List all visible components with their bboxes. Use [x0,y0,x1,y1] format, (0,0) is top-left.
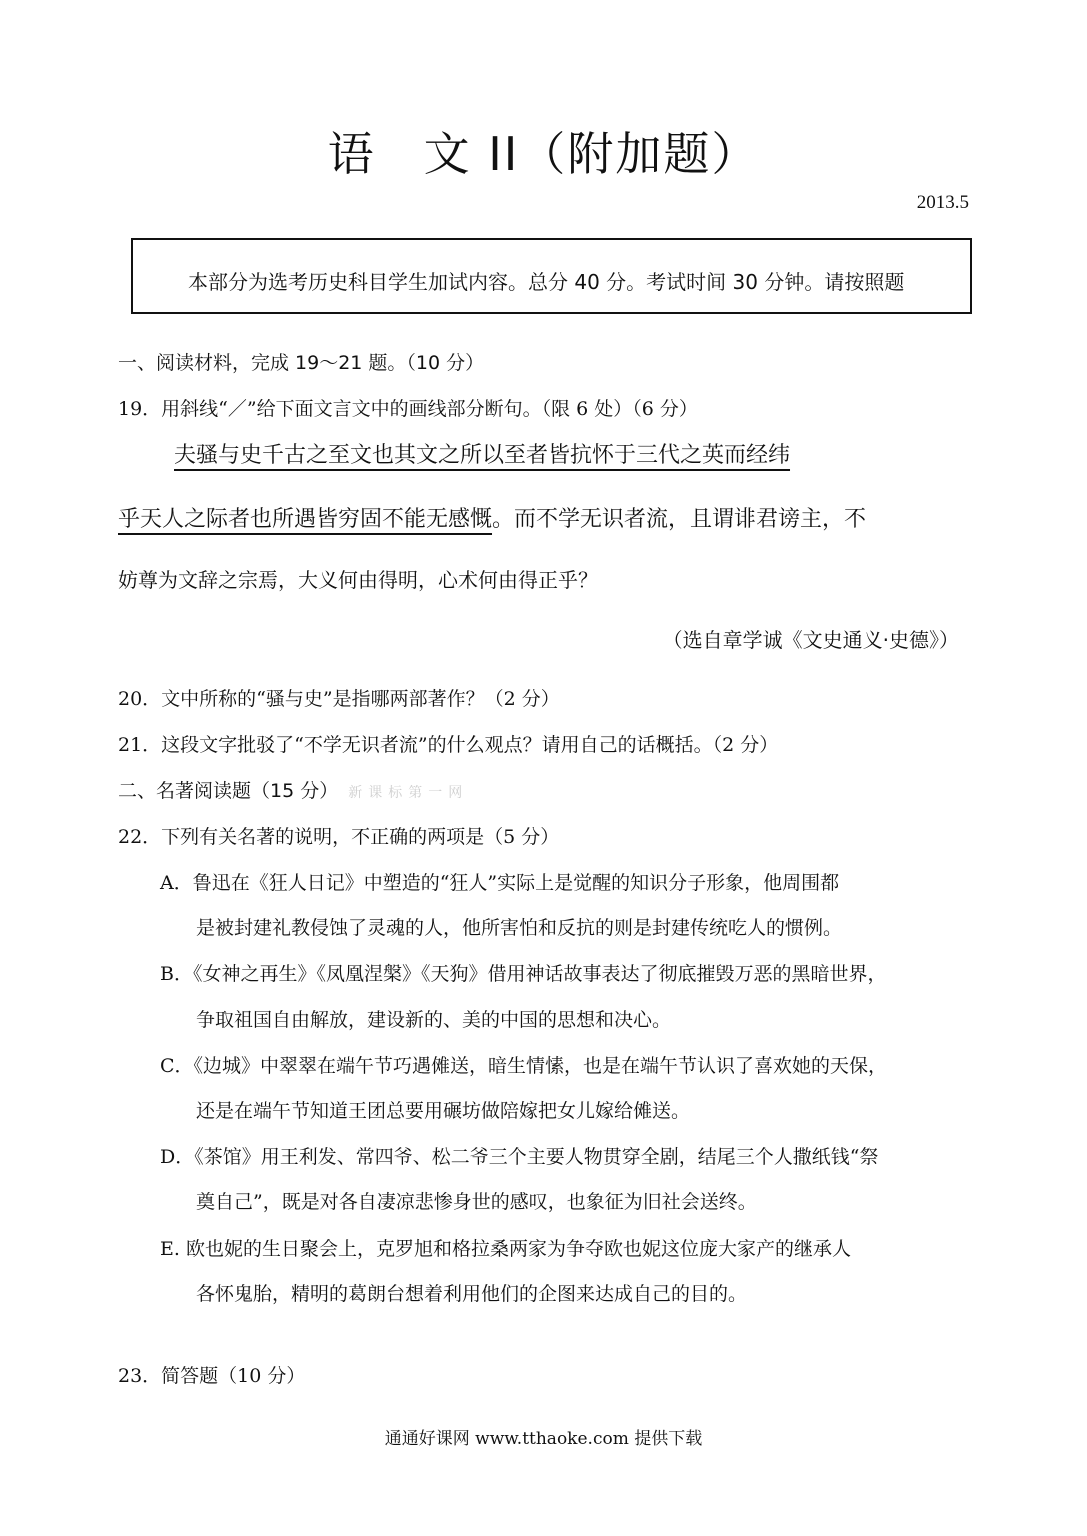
page-title: 语 文 II（附加题） [327,127,760,181]
question-21: 21．这段文字批驳了“不学无识者流”的什么观点？请用自己的话概括。（2 分） [118,734,779,756]
question-19: 19．用斜线“／”给下面文言文中的画线部分断句。（限 6 处）（6 分） [118,398,698,420]
underlined-text-1: 夫骚与史千古之至文也其文之所以至者皆抗怀于三代之英而经纬 [174,443,791,468]
section2-heading-line [118,776,468,803]
passage-line-2 [118,502,866,533]
question-22: 22．下列有关名著的说明，不正确的两项是（5 分） [118,826,560,848]
option-a-line-2: 是被封建礼教侵蚀了灵魂的人，他所害怕和反抗的则是封建传统吃人的惯例。 [196,917,843,939]
section2-heading: 二、名著阅读题（15 分） [118,780,339,802]
underlined-text-2: 乎天人之际者也所遇皆穷固不能无感慨 [118,507,493,532]
option-e-line-1: E. 欧也妮的生日聚会上，克罗旭和格拉桑两家为争夺欧也妮这位庞大家产的继承人 [160,1238,851,1260]
footer-text: 通通好课网 www.tthaoke.com 提供下载 [384,1429,703,1449]
option-d-line-2: 奠自己”，既是对各自凄凉悲惨身世的感叹，也象征为旧社会送终。 [196,1191,757,1213]
question-20: 20．文中所称的“骚与史”是指哪两部著作？（2 分） [118,688,560,710]
question-23: 23．简答题（10 分） [118,1365,306,1387]
option-b-line-1: B．《女神之再生》《凤凰涅槃》《天狗》借用神话故事表达了彻底摧毁万恶的黑暗世界， [160,963,887,985]
option-a-line-1: A．鲁迅在《狂人日记》中塑造的“狂人”实际上是觉醒的知识分子形象，他周围都 [160,872,840,894]
passage-line-2-rest: 。而不学无识者流，且谓诽君谤主，不 [492,507,867,532]
notice-text: 本部分为选考历史科目学生加试内容。总分 40 分。考试时间 30 分钟。请按照题 [188,270,905,294]
option-c-line-2: 还是在端午节知道王团总要用碾坊做陪嫁把女儿嫁给傩送。 [196,1100,691,1122]
exam-date: 2013.5 [916,192,969,213]
passage-line-1 [174,438,790,469]
option-d-line-1: D．《茶馆》用王利发、常四爷、松二爷三个主要人物贯穿全剧，结尾三个人撒纸钱“祭 [160,1146,879,1168]
option-b-line-2: 争取祖国自由解放，建设新的、美的中国的思想和决心。 [196,1009,672,1031]
option-e-line-2: 各怀鬼胎，精明的葛朗台想着利用他们的企图来达成自己的目的。 [196,1283,748,1305]
passage-line-3: 妨尊为文辞之宗焉，大义何由得明，心术何由得正乎？ [118,568,598,592]
passage-source: （选自章学诚《文史通义·史德》） [662,628,959,652]
watermark-text: 新课标第一网 [348,785,469,801]
option-c-line-1: C．《边城》中翠翠在端午节巧遇傩送，暗生情愫，也是在端午节认识了喜欢她的天保， [160,1055,888,1077]
section1-heading: 一、阅读材料，完成 19～21 题。（10 分） [118,352,485,374]
